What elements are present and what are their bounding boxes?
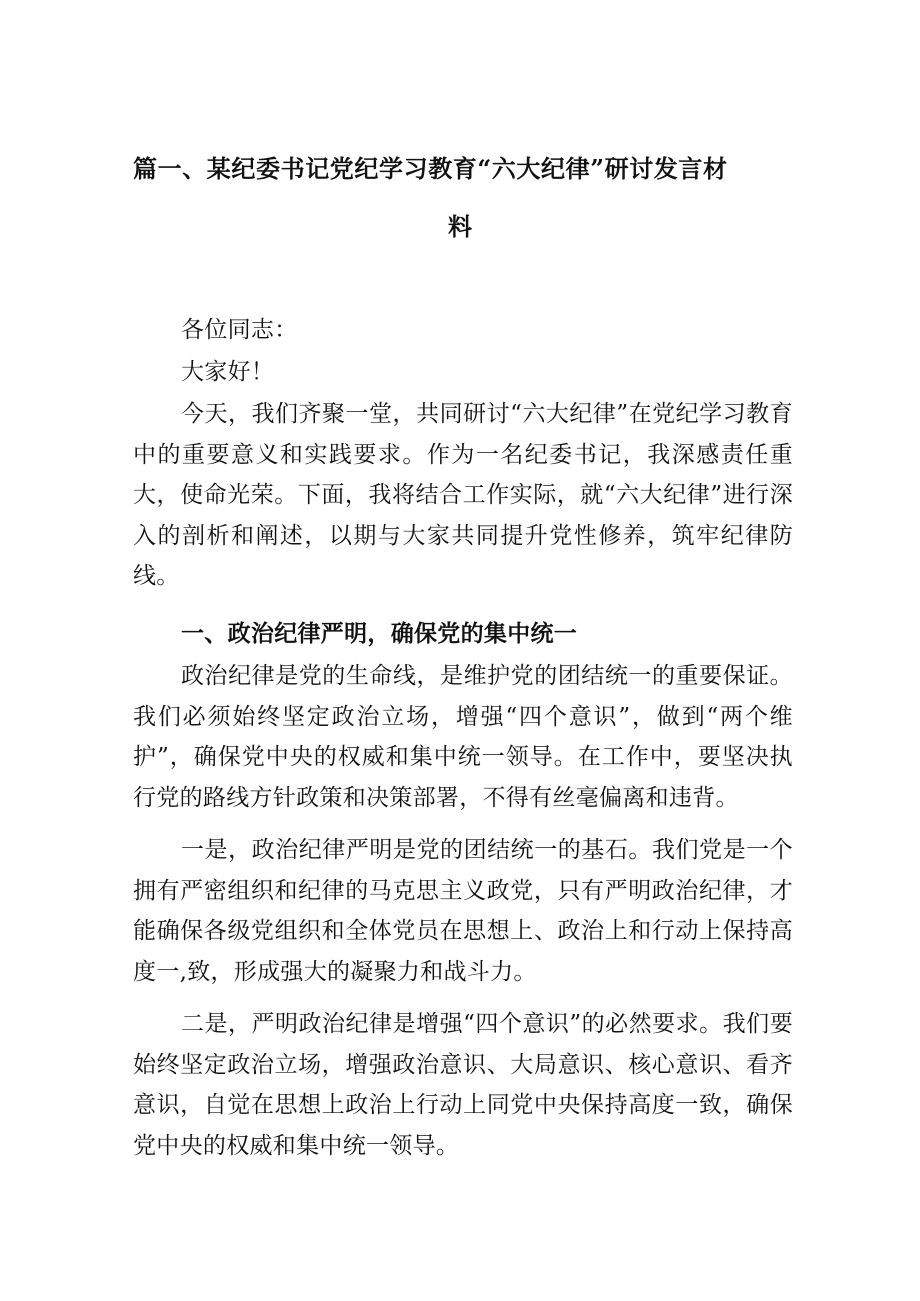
section-1-paragraph-3-block xyxy=(133,1004,793,1166)
section-1-paragraph-1-block xyxy=(133,656,793,818)
section-1-paragraph-2: 一是，政治纪律严明是党的团结统一的基石。我们党是一个拥有严密组织和纪律的马克思主义政党，只有严明政治纪律，才能确保各级党组织和全体党员在思想上、政治上和行动上保持高度一,致，形成强大的凝聚力和战斗力。 xyxy=(133,837,793,985)
section-1-paragraph-3: 二是，严明政治纪律是增强“四个意识”的必然要求。我们要始终坚定政治立场，增强政治意识、大局意识、核心意识、看齐意识，自觉在思想上政治上行动上同党中央保持高度一致，确保党中央的权威和集中统一领导。 xyxy=(133,1011,793,1159)
section-1-paragraph-1: 政治纪律是党的生命线，是维护党的团结统一的重要保证。我们必须始终坚定政治立场，增强“四个意识”，做到“两个维护”，确保党中央的权威和集中统一领导。在工作中，要坚决执行党的路线方针政策和决策部署，不得有丝毫偏离和违背。 xyxy=(133,663,793,811)
section-1-paragraph-2-block xyxy=(133,830,793,992)
intro-paragraph: 今天，我们齐聚一堂，共同研讨“六大纪律”在党纪学习教育中的重要意义和实践要求。作为一名纪委书记，我深感责任重大，使命光荣。下面，我将结合工作实际，就“六大纪律”进行深入的剖析和阐述，以期与大家共同提升党性修养，筑牢纪律防线。 xyxy=(133,401,793,589)
section-heading-block xyxy=(133,614,793,655)
salutation-text xyxy=(133,352,793,393)
document-title-line-1: 篇一、某纪委书记党纪学习教育“六大纪律”研讨发言材 xyxy=(133,154,728,183)
section-1-heading: 一、政治纪律严明，确保党的集中统一 xyxy=(181,620,578,647)
salutation: 大家好！ xyxy=(181,359,275,385)
greeting-text xyxy=(133,310,793,351)
greeting: 各位同志： xyxy=(181,317,298,343)
document-title-line-2: 料 xyxy=(448,212,473,241)
intro-block xyxy=(133,394,793,597)
